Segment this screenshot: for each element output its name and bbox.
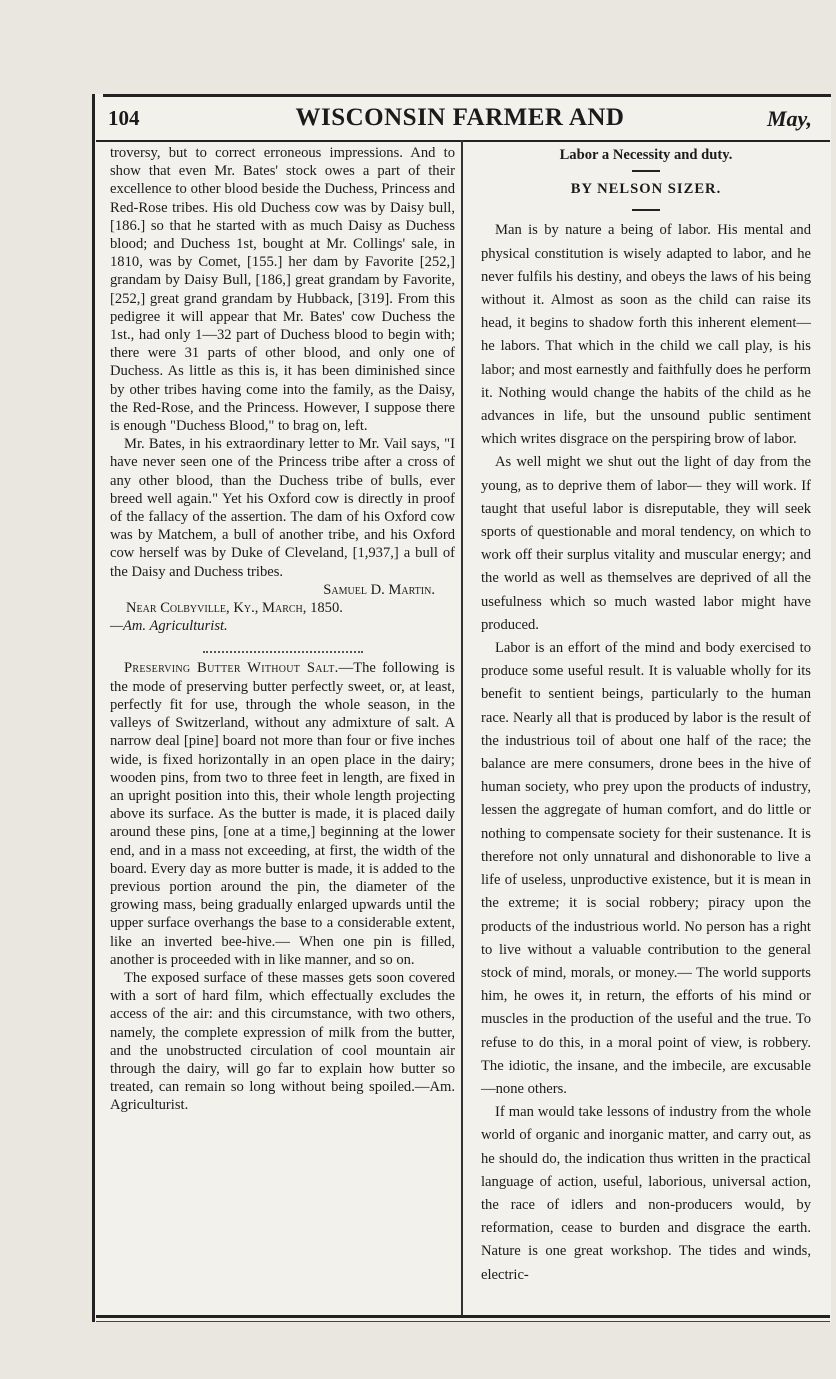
paragraph: As well might we shut out the light of day from the young, as to deprive them of labor— they will work. If taught that useful labor is disreputable, they will seek sports of questionable and moral tendency, on which to work off their surplus vitality and muscular energy; and the world as well as themselves are deprived of all the usefulness which so much wasted labor might have produced. [481, 454, 811, 633]
article-first-paragraph [110, 659, 455, 968]
paragraph: If man would take lessons of industry from the whole world of organic and inorganic matter, and carry out, as he should do, the indication thus written in the practical language of action, useful, laborious, universal action, the race of idlers and non-producers would, by reformation, cease to burden and disgrace the earth. Nature is one great workshop. The tides and winds, electric- [481, 1104, 811, 1283]
paragraph: Man is by nature a being of labor. His mental and physical constitution is wisely adapted to labor, and he never fulfils his destiny, and obeys the laws of his being without it. Almost as soon as the child can raise its head, it begins to shadow forth this inherent element—he labors. That which in the child we call play, is his labor; and most earnestly and faithfully does he perform it. Nothing would change the habits of the child as he advances in life, but the unsound public sentiment which writes disgrace on the perspiring brow of labor. [481, 222, 811, 448]
page-header [100, 104, 820, 138]
title-rule [632, 170, 660, 172]
author-signature: Samuel D. Martin. [323, 581, 435, 598]
paragraph: The exposed surface of these masses gets soon covered with a sort of hard film, which effectually excludes the access of the air: and this circumstance, with two others, namely, the complete expression of milk from the butter, and the unobstructed circulation of cool mountain air through the dairy, will go far to explain how butter so treated, can remain so long without being spoiled.—Am. Agriculturist. [110, 969, 455, 1114]
paragraph-text: —The following is the mode of preserving butter perfectly sweet, or, at least, perfectly fit for use, through the whole season, in the valleys of Switzerland, without any admixture of salt. A narrow deal [pine] board not more than four or five inches wide, is fixed horizontally in an open place in the dairy; wooden pins, from two to three feet in length, are fixed in an upright position into this, their whole length projecting above its surface. As the butter is made, it is placed daily around these pins, [one at a time,] beginning at the lower end, and in a mass not exceeding, at first, the width of the board. Every day as more butter is made, it is added to the previous portion around the pin, the diameter of the growing mass, being gradually enlarged upwards until the upper surface overhangs the base to a considerable extent, like an inverted bee-hive.— When one pin is filled, another is proceeded with in like manner, and so on. [110, 660, 455, 968]
byline: BY NELSON SIZER. [570, 181, 722, 198]
footer-rule-thin [96, 1321, 830, 1322]
header-rule [96, 140, 830, 142]
right-column [481, 144, 811, 1287]
issue-month: May, [766, 106, 812, 131]
article-title: Labor a Necessity and duty. [559, 147, 733, 163]
paragraph: Mr. Bates, in his extraordinary letter to Mr. Vail says, "I have never seen one of the Princess tribe after a cross of any other blood, than the Duchess tribe of bulls, ever breed well again." Yet his Oxford cow is directly in proof of the fallacy of the assertion. The dam of his Oxford cow was by Matchem, a bull of another tribe, and his Oxford cow herself was by Duke of Cleveland, [1,937,] a bull of the Daisy and Duchess tribes. [110, 436, 455, 580]
article-separator [203, 641, 363, 653]
byline-rule [632, 209, 660, 211]
article-title: Preserving Butter Without Salt. [124, 660, 339, 677]
article-preserving-butter [110, 659, 455, 1114]
paragraph: Labor is an effort of the mind and body exercised to produce some useful result. It is valuable wholly for its benefit to sentient beings, particularly to the human race. Nearly all that is produced by labor is the result of the industrious toil of about one half of the race; the balance are mere consumers, drone bees in the hive of human society, who prey upon the products of industry, lessen the aggregate of human comfort, and do little or nothing to compensate society for their sustenance. It is therefore not only unnatural and dishonorable to live a life of useless, unproductive existence, but it is mean in the extreme; it is social robbery; piracy upon the products of the industrious world. No person has a right to live without a valuable contribution to the general stock of mind, morals, or money.— The world supports him, he owes it, in return, the efforts of his mind or muscles in the production of the useful and the true. To refuse to do this, in a moral point of view, is robbery. The idiotic, the insane, and the imbecile, are excusable—none others. [481, 640, 811, 1097]
left-column [110, 144, 455, 1115]
running-title: WISCONSIN FARMER AND [295, 104, 625, 131]
footer-rule [96, 1315, 830, 1318]
page-number: 104 [108, 106, 140, 130]
column-divider [461, 140, 463, 1315]
dateline: Near Colbyville, Ky., March, 1850. [126, 600, 343, 617]
source-credit: —Am. Agriculturist. [110, 618, 228, 635]
paragraph: troversy, but to correct erroneous impressions. And to show that even Mr. Bates' stock owes a part of their excellence to other blood beside the Duchess, Princess and Red-Rose tribes. His old Duchess cow was by Daisy bull, [186.] so that he started with as much Daisy as Duchess blood; and Duchess 1st, bought at Mr. Collings' sale, in 1810, was by Comet, [155.] her dam by Favorite [252,] grandam by Daisy Bull, [186,] great grandam by Favorite, [252,] great grand grandam by Hubback, [319]. From this pedigree it will appear that Mr. Bates' cow Duchess the 1st., had only 1—32 part of Duchess blood to begin with; there were 31 parts of other blood, and only one of Duchess. As little as this is, it has been diminished since by other tribes having come into the family, as the Daisy, the Red-Rose, and the Princess. However, I suppose there is enough "Duchess Blood," to brag on, left. [110, 145, 455, 435]
